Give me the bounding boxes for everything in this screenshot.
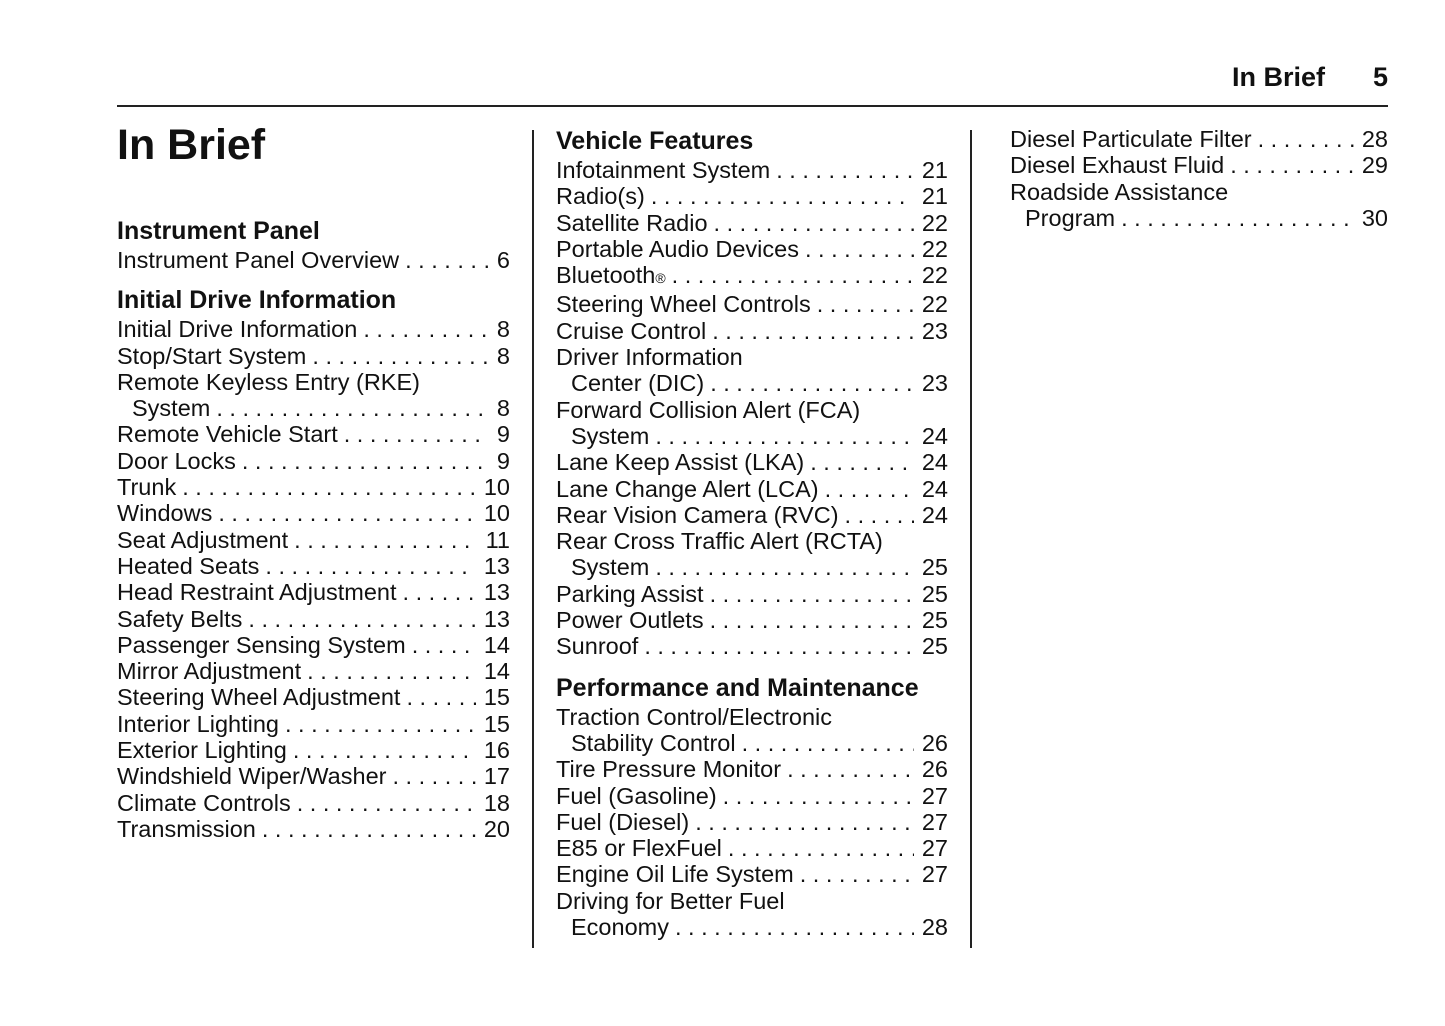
dot-leader xyxy=(804,449,914,475)
page-title: In Brief xyxy=(117,121,266,169)
toc-page-number: 24 xyxy=(921,475,948,502)
toc-entry-line xyxy=(117,369,510,395)
toc-page-number: 22 xyxy=(921,262,948,289)
dot-leader xyxy=(794,861,914,887)
dot-leader xyxy=(400,684,475,710)
toc-entry[interactable] xyxy=(556,581,948,607)
dot-leader xyxy=(706,318,914,344)
toc-page-number: 27 xyxy=(921,808,948,835)
toc-entry-text: E85 or FlexFuel xyxy=(556,835,722,862)
dot-leader xyxy=(649,554,914,580)
toc-entry-text: Fuel (Gasoline) xyxy=(556,782,717,809)
dot-leader xyxy=(704,370,914,396)
toc-entry-line xyxy=(117,500,510,526)
toc-entry[interactable] xyxy=(556,861,948,887)
toc-entry-line xyxy=(117,474,510,500)
dot-leader xyxy=(717,783,914,809)
toc-page-number: 25 xyxy=(921,554,948,581)
toc-entry-line xyxy=(556,554,948,580)
toc-entry-line xyxy=(117,658,510,684)
toc-entry-text: Diesel Exhaust Fluid xyxy=(1010,152,1225,179)
toc-entry-line xyxy=(556,262,948,291)
toc-column-1 xyxy=(117,216,510,842)
toc-entry[interactable] xyxy=(556,476,948,502)
section-heading: Initial Drive Information xyxy=(117,286,397,315)
toc-list xyxy=(117,247,510,273)
toc-page-number: 26 xyxy=(921,756,948,783)
toc-entry-line xyxy=(556,210,948,236)
toc-page-number: 28 xyxy=(1361,126,1388,152)
toc-entry[interactable] xyxy=(1010,126,1388,152)
toc-entry-line xyxy=(556,370,948,396)
toc-entry[interactable] xyxy=(117,790,510,816)
toc-entry[interactable] xyxy=(1010,179,1388,232)
toc-entry-text: Stop/Start System xyxy=(117,342,307,369)
toc-page-number: 9 xyxy=(496,421,510,448)
dot-leader xyxy=(357,316,489,342)
toc-entry[interactable] xyxy=(556,888,948,941)
dot-leader xyxy=(799,236,914,262)
dot-leader xyxy=(279,711,476,737)
toc-entry-line xyxy=(117,684,510,710)
dot-leader xyxy=(259,553,475,579)
dot-leader xyxy=(301,658,476,684)
toc-page-number: 25 xyxy=(921,580,948,607)
toc-page-number: 9 xyxy=(496,447,510,474)
dot-leader xyxy=(781,756,914,782)
toc-entry-line xyxy=(117,763,510,789)
toc-entry-line xyxy=(117,421,510,447)
toc-entry[interactable] xyxy=(117,448,510,474)
toc-entry-text: Tire Pressure Monitor xyxy=(556,756,782,783)
toc-page-number: 18 xyxy=(483,789,510,816)
toc-entry[interactable] xyxy=(556,783,948,809)
toc-page-number: 21 xyxy=(921,183,948,210)
dot-leader xyxy=(704,607,914,633)
dot-leader xyxy=(406,632,476,658)
dot-leader xyxy=(1252,126,1354,152)
toc-entry-line xyxy=(117,527,510,553)
dot-leader xyxy=(210,395,489,421)
toc-entry-line xyxy=(556,835,948,861)
toc-page-number: 22 xyxy=(921,291,948,318)
toc-page-number: 27 xyxy=(921,782,948,809)
dot-leader xyxy=(1115,205,1354,231)
toc-entry-text: Mirror Adjustment xyxy=(117,658,302,685)
dot-leader xyxy=(649,423,914,449)
toc-page-number: 30 xyxy=(1361,204,1388,231)
toc-page-number: 27 xyxy=(921,861,948,888)
toc-entry-text: Lane Keep Assist (LKA) xyxy=(556,449,805,476)
dot-leader xyxy=(256,816,476,842)
toc-entry-line xyxy=(117,395,510,421)
toc-entry-text: Remote Vehicle Start xyxy=(117,421,338,448)
toc-entry[interactable] xyxy=(556,633,948,659)
dot-leader xyxy=(645,183,914,209)
toc-entry-line xyxy=(556,318,948,344)
toc-entry-text: Interior Lighting xyxy=(117,710,279,737)
toc-entry-line xyxy=(556,291,948,317)
toc-page-number: 24 xyxy=(921,422,948,449)
dot-leader xyxy=(770,157,914,183)
toc-entry[interactable] xyxy=(556,704,948,757)
toc-page-number: 22 xyxy=(921,209,948,236)
toc-page-number: 13 xyxy=(483,552,510,579)
header-rule xyxy=(117,105,1388,107)
toc-entry-line xyxy=(556,633,948,659)
dot-leader xyxy=(839,502,914,528)
toc-entry[interactable] xyxy=(117,606,510,632)
toc-page-number: 25 xyxy=(921,633,948,660)
toc-entry[interactable] xyxy=(556,756,948,782)
toc-entry-text: System xyxy=(571,554,650,581)
toc-entry[interactable] xyxy=(117,632,510,658)
toc-entry-text: Economy xyxy=(571,914,669,941)
toc-page-number: 20 xyxy=(483,815,510,842)
dot-leader xyxy=(397,579,476,605)
toc-entry[interactable] xyxy=(117,684,510,710)
toc-entry-line xyxy=(117,579,510,605)
toc-entry-text: Roadside Assistance xyxy=(1010,178,1229,205)
toc-entry[interactable] xyxy=(117,500,510,526)
toc-entry-text: Windows xyxy=(117,500,213,527)
toc-entry-line xyxy=(556,581,948,607)
toc-entry-text: Transmission xyxy=(117,815,256,842)
toc-page-number: 26 xyxy=(921,729,948,756)
registered-mark: ® xyxy=(655,270,666,287)
toc-entry-line xyxy=(556,236,948,262)
toc-page-number: 23 xyxy=(921,317,948,344)
toc-entry-line xyxy=(556,344,948,370)
toc-entry-text: Radio(s) xyxy=(556,183,645,210)
section-heading: Instrument Panel xyxy=(117,217,320,245)
toc-page-number: 10 xyxy=(483,500,510,527)
column-divider-2 xyxy=(970,130,972,948)
dot-leader xyxy=(669,914,914,940)
toc-entry[interactable] xyxy=(117,711,510,737)
toc-entry-text: Lane Change Alert (LCA) xyxy=(556,475,819,502)
toc-entry[interactable] xyxy=(556,183,948,209)
toc-entry-line xyxy=(556,449,948,475)
toc-entry[interactable] xyxy=(556,344,948,397)
toc-entry-text: Program xyxy=(1025,204,1116,231)
toc-page-number: 25 xyxy=(921,607,948,634)
toc-page-number: 28 xyxy=(921,914,948,941)
toc-entry[interactable] xyxy=(556,607,948,633)
toc-entry-line xyxy=(556,423,948,449)
toc-page-number: 15 xyxy=(483,710,510,737)
toc-entry-text: Power Outlets xyxy=(556,607,704,634)
toc-entry-text: Diesel Particulate Filter xyxy=(1010,126,1252,152)
dot-leader xyxy=(811,291,914,317)
toc-entry-text: Steering Wheel Adjustment xyxy=(117,684,401,711)
toc-page-number: 10 xyxy=(483,474,510,501)
running-header xyxy=(1232,62,1388,93)
toc-page-number: 6 xyxy=(496,247,510,273)
toc-page-number: 11 xyxy=(485,526,510,553)
toc-entry[interactable] xyxy=(117,343,510,369)
toc-entry-text: Center (DIC) xyxy=(571,370,705,397)
toc-entry-text: Rear Cross Traffic Alert (RCTA) xyxy=(556,528,883,555)
toc-entry-text: Heated Seats xyxy=(117,552,260,579)
toc-entry-text: Infotainment System xyxy=(556,157,771,183)
section-heading: Performance and Maintenance xyxy=(556,673,919,702)
toc-page-number: 17 xyxy=(483,763,510,790)
toc-column-2 xyxy=(556,126,948,940)
toc-page-number: 21 xyxy=(921,157,948,183)
dot-leader xyxy=(666,262,914,288)
toc-entry-text: Seat Adjustment xyxy=(117,526,289,553)
dot-leader xyxy=(291,790,476,816)
toc-entry-text: Bluetooth xyxy=(556,262,656,289)
dot-leader xyxy=(236,448,489,474)
toc-entry-text: Head Restraint Adjustment xyxy=(117,579,397,606)
toc-entry-line xyxy=(117,632,510,658)
toc-entry-text: System xyxy=(571,422,650,449)
toc-entry[interactable] xyxy=(556,502,948,528)
dot-leader xyxy=(689,809,914,835)
toc-entry-line xyxy=(556,888,948,914)
toc-entry-text: Cruise Control xyxy=(556,317,707,344)
toc-entry-line xyxy=(556,783,948,809)
dot-leader xyxy=(386,763,475,789)
toc-entry[interactable] xyxy=(117,553,510,579)
toc-entry-line xyxy=(117,448,510,474)
toc-entry-line xyxy=(117,711,510,737)
toc-page-number: 8 xyxy=(496,395,510,422)
toc-list xyxy=(117,316,510,842)
dot-leader xyxy=(722,835,914,861)
toc-entry-line xyxy=(1010,152,1388,178)
toc-entry-text: Sunroof xyxy=(556,633,639,660)
toc-entry[interactable] xyxy=(556,449,948,475)
toc-list xyxy=(556,704,948,941)
dot-leader xyxy=(638,633,914,659)
toc-page-number: 24 xyxy=(921,501,948,528)
toc-entry-line xyxy=(117,790,510,816)
toc-entry-text: Door Locks xyxy=(117,447,236,474)
toc-entry[interactable] xyxy=(117,579,510,605)
toc-page-number: 14 xyxy=(483,658,510,685)
toc-entry-text: Exterior Lighting xyxy=(117,737,287,764)
toc-page-number: 22 xyxy=(921,235,948,262)
toc-entry[interactable] xyxy=(1010,152,1388,178)
toc-entry-text: Driving for Better Fuel xyxy=(556,887,785,914)
toc-page-number: 23 xyxy=(921,370,948,397)
toc-entry[interactable] xyxy=(117,737,510,763)
toc-entry-text: Engine Oil Life System xyxy=(556,861,794,888)
dot-leader xyxy=(287,737,476,763)
toc-entry[interactable] xyxy=(117,474,510,500)
toc-entry-text: Driver Information xyxy=(556,344,743,371)
toc-entry[interactable] xyxy=(117,247,510,273)
toc-list xyxy=(1010,126,1388,231)
toc-entry[interactable] xyxy=(556,210,948,236)
toc-column-3 xyxy=(1010,126,1388,231)
toc-entry-line xyxy=(556,607,948,633)
toc-entry-text: Fuel (Diesel) xyxy=(556,808,690,835)
toc-entry-text: Windshield Wiper/Washer xyxy=(117,763,387,790)
dot-leader xyxy=(242,606,475,632)
toc-page-number: 24 xyxy=(921,449,948,476)
toc-entry-line xyxy=(117,816,510,842)
section-heading: Vehicle Features xyxy=(556,127,754,155)
toc-entry-text: Forward Collision Alert (FCA) xyxy=(556,396,861,423)
toc-entry[interactable] xyxy=(117,369,510,422)
toc-entry-line xyxy=(556,476,948,502)
toc-entry-text: Rear Vision Camera (RVC) xyxy=(556,501,839,528)
toc-entry-line xyxy=(556,756,948,782)
toc-list xyxy=(556,157,948,660)
toc-entry-line xyxy=(117,737,510,763)
toc-entry[interactable] xyxy=(117,658,510,684)
toc-entry-text: Stability Control xyxy=(571,729,736,756)
dot-leader xyxy=(399,247,489,273)
toc-entry-line xyxy=(117,553,510,579)
toc-entry[interactable] xyxy=(556,528,948,581)
toc-entry-line xyxy=(1010,205,1388,231)
toc-entry-text: Remote Keyless Entry (RKE) xyxy=(117,368,420,395)
toc-entry[interactable] xyxy=(117,763,510,789)
toc-entry-line xyxy=(1010,179,1388,205)
dot-leader xyxy=(288,527,477,553)
toc-entry[interactable] xyxy=(117,316,510,342)
dot-leader xyxy=(212,500,476,526)
dot-leader xyxy=(338,421,489,447)
toc-entry-text: Trunk xyxy=(117,474,177,501)
toc-entry[interactable] xyxy=(556,291,948,317)
toc-entry-line xyxy=(1010,126,1388,152)
toc-entry[interactable] xyxy=(556,318,948,344)
toc-entry-line xyxy=(556,528,948,554)
toc-entry-line xyxy=(117,343,510,369)
toc-entry-text: Parking Assist xyxy=(556,580,704,607)
toc-page-number: 14 xyxy=(483,631,510,658)
dot-leader xyxy=(306,343,489,369)
toc-entry[interactable] xyxy=(117,816,510,842)
toc-page-number: 27 xyxy=(921,835,948,862)
toc-entry-text: Initial Drive Information xyxy=(117,316,358,343)
dot-leader xyxy=(819,476,914,502)
toc-entry[interactable] xyxy=(117,527,510,553)
toc-entry-line xyxy=(556,183,948,209)
toc-page-number: 29 xyxy=(1361,152,1388,179)
toc-entry[interactable] xyxy=(556,262,948,291)
toc-entry-text: Satellite Radio xyxy=(556,209,708,236)
toc-page-number: 8 xyxy=(496,342,510,369)
toc-entry-text: Steering Wheel Controls xyxy=(556,291,811,318)
header-section-label: In Brief xyxy=(1231,62,1325,92)
toc-entry-line xyxy=(117,316,510,342)
toc-entry-line xyxy=(556,157,948,183)
toc-entry[interactable] xyxy=(117,421,510,447)
toc-entry-line xyxy=(117,247,510,273)
toc-entry-text: System xyxy=(132,395,211,422)
dot-leader xyxy=(704,581,914,607)
dot-leader xyxy=(1224,152,1354,178)
toc-entry-text: Traction Control/Electronic xyxy=(556,703,833,730)
toc-entry-text: Safety Belts xyxy=(117,605,243,632)
toc-entry-text: Portable Audio Devices xyxy=(556,235,799,262)
toc-page-number: 13 xyxy=(483,579,510,606)
toc-entry-line xyxy=(556,914,948,940)
header-page-number: 5 xyxy=(1372,62,1388,92)
dot-leader xyxy=(176,474,476,500)
column-divider-1 xyxy=(532,130,534,948)
toc-page-number: 16 xyxy=(483,737,510,764)
toc-page-number: 15 xyxy=(483,684,510,711)
toc-entry-line xyxy=(556,809,948,835)
dot-leader xyxy=(736,730,914,756)
toc-page-number: 8 xyxy=(496,316,510,343)
toc-entry-line xyxy=(556,861,948,887)
toc-entry-line xyxy=(556,397,948,423)
toc-entry-line xyxy=(556,730,948,756)
toc-entry-line xyxy=(556,704,948,730)
toc-entry[interactable] xyxy=(556,809,948,835)
toc-entry[interactable] xyxy=(556,397,948,450)
toc-entry[interactable] xyxy=(556,157,948,183)
toc-entry-text: Instrument Panel Overview xyxy=(117,247,400,273)
toc-entry[interactable] xyxy=(556,835,948,861)
toc-entry-line xyxy=(117,606,510,632)
dot-leader xyxy=(708,210,914,236)
toc-entry-text: Climate Controls xyxy=(117,789,291,816)
toc-page-number: 13 xyxy=(483,605,510,632)
toc-entry[interactable] xyxy=(556,236,948,262)
toc-entry-text: Passenger Sensing System xyxy=(117,631,406,658)
toc-entry-line xyxy=(556,502,948,528)
